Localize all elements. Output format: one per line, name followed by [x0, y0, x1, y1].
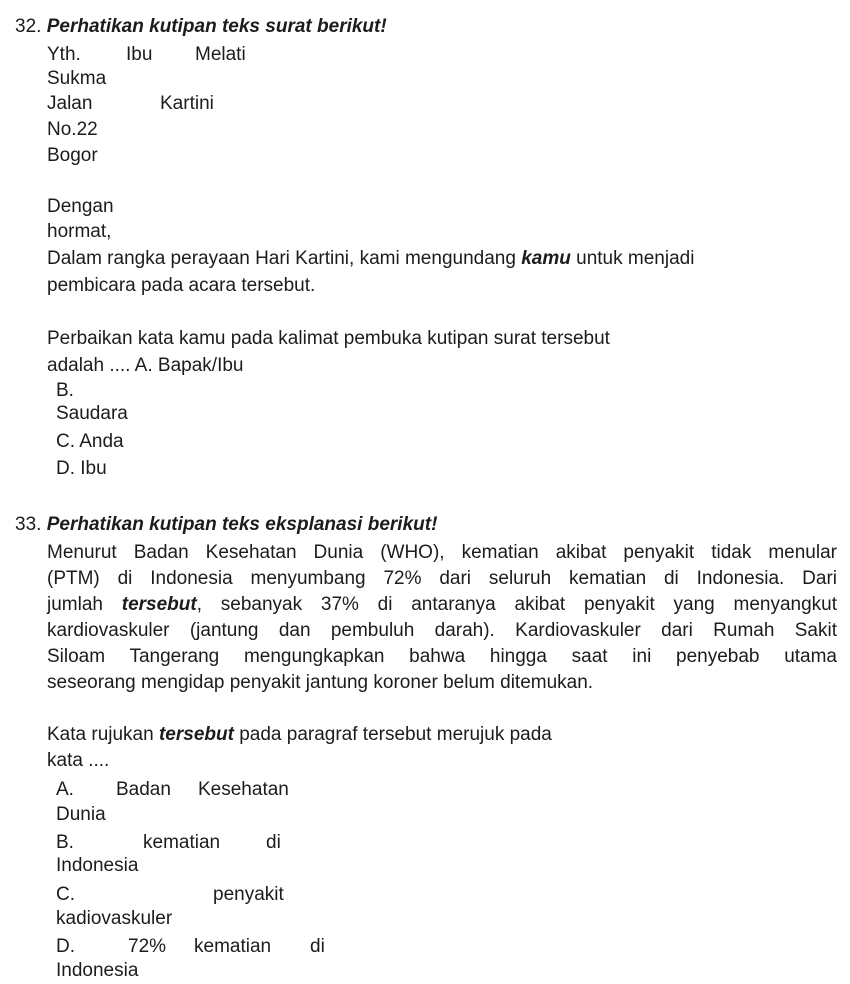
q33-option-a-word-2: Kesehatan	[198, 779, 289, 800]
q33-option-c	[56, 882, 284, 908]
q33-option-d-cont: Indonesia	[56, 960, 139, 981]
q33-option-d-word-1: 72%	[128, 936, 167, 957]
letter-jalan-line	[47, 91, 214, 117]
q32-option-c: C. Anda	[56, 431, 124, 452]
q33-option-d	[56, 934, 325, 960]
q32-question-1: Perbaikan kata kamu pada kalimat pembuka kutipan surat tersebut	[47, 328, 610, 349]
q33-question-1c: pada paragraf tersebut merujuk pada	[233, 724, 552, 745]
q33-para-line-5: Siloam Tangerang mengungkapkan bahwa hingga saat ini penyebab utama	[47, 646, 837, 667]
q32-option-b-letter: B.	[56, 380, 74, 401]
q32-option-d: D. Ibu	[56, 458, 107, 479]
q33-para-line-4: kardiovaskuler (jantung dan pembuluh darah). Kardiovaskuler dari Rumah Sakit	[47, 620, 837, 641]
letter-yth: Yth.	[47, 44, 81, 65]
letter-body-1	[47, 246, 694, 272]
q33-option-c-word-1: penyakit	[213, 884, 284, 905]
letter-body-1c: untuk menjadi	[570, 248, 695, 269]
q33-option-b-letter: B.	[56, 832, 74, 853]
q33-question-1	[47, 722, 552, 748]
q33-question-tersebut: tersebut	[158, 724, 234, 745]
q33-option-a-word-1: Badan	[116, 779, 171, 800]
letter-body-kamu: kamu	[521, 248, 571, 269]
q33-heading	[15, 512, 437, 538]
letter-number: No.22	[47, 119, 98, 140]
letter-melati: Melati	[195, 44, 246, 65]
letter-body-1a: Dalam rangka perayaan Hari Kartini, kami mengundang	[47, 248, 522, 269]
letter-greeting-2: hormat,	[47, 221, 112, 242]
letter-body-2: pembicara pada acara tersebut.	[47, 275, 316, 296]
letter-greeting-1: Dengan	[47, 196, 114, 217]
letter-kartini: Kartini	[160, 93, 214, 114]
letter-ibu: Ibu	[126, 44, 153, 65]
letter-city: Bogor	[47, 145, 98, 166]
q33-option-c-letter: C.	[56, 884, 75, 905]
q33-option-d-word-2: kematian	[194, 936, 272, 957]
q33-para-line-3	[47, 592, 837, 618]
q33-para-line-2: (PTM) di Indonesia menyumbang 72% dari seluruh kematian di Indonesia. Dari	[47, 568, 837, 589]
q33-para-line-3c: , sebanyak 37% di antaranya akibat penyakit yang menyangkut	[196, 594, 838, 615]
q32-heading	[15, 14, 387, 40]
q33-para-line-6: seseorang mengidap penyakit jantung koroner belum ditemukan.	[47, 672, 594, 693]
q33-option-c-cont: kadiovaskuler	[56, 908, 173, 929]
q32-question-2: adalah .... A. Bapak/Ibu	[47, 355, 244, 376]
q33-number: 33.	[15, 514, 42, 535]
q33-para-tersebut: tersebut	[121, 594, 197, 615]
letter-yth-line	[47, 42, 246, 68]
q33-option-a	[56, 777, 289, 803]
q32-number: 32.	[15, 16, 42, 37]
q33-question-1a: Kata rujukan	[47, 724, 159, 745]
q32-option-b-text: Saudara	[56, 403, 128, 424]
q33-instruction: Perhatikan kutipan teks eksplanasi berikut!	[46, 514, 438, 535]
q33-para-line-1: Menurut Badan Kesehatan Dunia (WHO), kematian akibat penyakit tidak menular	[47, 542, 837, 563]
q33-option-b-cont: Indonesia	[56, 855, 139, 876]
q33-option-a-cont: Dunia	[56, 804, 106, 825]
letter-jalan: Jalan	[47, 93, 93, 114]
q33-option-b-word-1: kematian	[143, 832, 221, 853]
q33-option-a-letter: A.	[56, 779, 74, 800]
q33-para-line-3a: jumlah	[47, 594, 122, 615]
q33-option-d-letter: D.	[56, 936, 75, 957]
q33-question-2: kata ....	[47, 750, 110, 771]
q33-option-d-word-3: di	[310, 936, 325, 957]
q32-instruction: Perhatikan kutipan teks surat berikut!	[46, 16, 387, 37]
letter-sukma: Sukma	[47, 68, 107, 89]
q33-option-b-word-2: di	[266, 832, 281, 853]
